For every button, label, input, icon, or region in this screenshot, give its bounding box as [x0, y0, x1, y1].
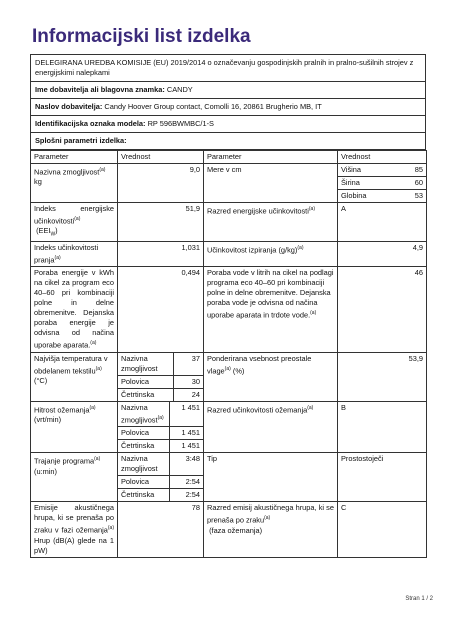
table-row [31, 352, 427, 401]
table-row [31, 453, 427, 502]
type-value: Prostostoječi [338, 453, 427, 502]
noise-label: Emisije akustičnega hrupa, ki se prenaša po zraku v fazi ožemanja$^{(a)}$ Hrup (dB(A) glede na 1 pW) [31, 502, 118, 557]
table-row [31, 502, 427, 557]
table-row [31, 267, 427, 352]
table-row [31, 203, 427, 242]
supplier-row [31, 82, 425, 99]
spin-label: Hitrost ožemanja$^{(a)}$ (vrt/min) [31, 401, 118, 452]
general-label: Splošni parametri izdelka: [35, 136, 127, 145]
energy-label: Poraba energije v kWh na cikel za program eco 40–60 pri kombinaciji polne in delne obremenitve. Dejanska poraba energije je odvisna od načina uporabe aparata.$^{(a)}$ [31, 267, 118, 352]
water-label: Poraba vode v litrih na cikel na podlagi programa eco 40–60 pri kombinaciji polne in delne obremenitve. Dejanska poraba vode je odvisna od načina uporabe aparata in trdote vode.$^{(a)}$ [204, 267, 338, 352]
eclass-label: Razred energijske učinkovitosti$^{(a)}$ [204, 203, 338, 242]
spin-values: Nazivna zmogljivost$^{(a)}$ 1 451 Polovica 1 451 Četrtinska 1 451 [118, 401, 204, 452]
capacity-label: Nazivna zmogljivost$^{(a)}$ kg [31, 164, 118, 203]
header-value-2: Vrednost [338, 151, 427, 164]
address-label: Naslov dobavitelja: [35, 102, 103, 111]
spinclass-value: B [338, 401, 427, 452]
energy-value: 0,494 [118, 267, 204, 352]
table-row [31, 401, 427, 452]
moisture-label: Ponderirana vsebnost preostale vlage$^{(a)}$ (%) [204, 352, 338, 401]
dims-label: Mere v cm [204, 164, 338, 203]
spinclass-label: Razred učinkovitosti ožemanja$^{(a)}$ [204, 401, 338, 452]
parameters-table [30, 150, 427, 558]
noiseclass-label: Razred emisij akustičnega hrupa, ki se prenaša po zraku$^{(a)}$ (faza ožemanja) [204, 502, 338, 557]
model-label: Identifikacijska oznaka modela: [35, 119, 146, 128]
capacity-value: 9,0 [118, 164, 204, 203]
product-sheet [30, 26, 426, 558]
moisture-value: 53,9 [338, 352, 427, 401]
page-title: Informacijski list izdelka [32, 26, 251, 47]
noiseclass-value: C [338, 502, 427, 557]
duration-values: Nazivna zmogljivost 3:48 Polovica 2:54 Četrtinska 2:54 [118, 453, 204, 502]
wash-label: Indeks učinkovitosti pranja$^{(a)}$ [31, 241, 118, 266]
address-row [31, 99, 425, 116]
model-row [31, 116, 425, 133]
water-value: 46 [338, 267, 427, 352]
noise-value: 78 [118, 502, 204, 557]
header-value: Vrednost [118, 151, 204, 164]
wash-value: 1,031 [118, 241, 204, 266]
model-value: RP 596BWMBC/1-S [147, 119, 214, 128]
rinse-label: Učinkovitost izpiranja $(g/kg)^{(a)}$ [204, 241, 338, 266]
eei-value: 51,9 [118, 203, 204, 242]
header-param-2: Parameter [204, 151, 338, 164]
type-label: Tip [204, 453, 338, 502]
eclass-value: A [338, 203, 427, 242]
header-param: Parameter [31, 151, 118, 164]
temp-label: Najvišja temperatura v obdelanem tekstilu$^{(a)}$ (°C) [31, 352, 118, 401]
table-header-row [31, 151, 427, 164]
rinse-value: 4,9 [338, 241, 427, 266]
general-row [31, 133, 425, 150]
temp-values: Nazivna zmogljivost 37 Polovica 30 Četrtinska 24 [118, 352, 204, 401]
page-number: Stran 1 / 2 [405, 596, 433, 602]
table-row [31, 241, 427, 266]
supplier-label: Ime dobavitelja ali blagovna znamka: [35, 85, 165, 94]
eei-label: Indeks energijske učinkovitosti$^{(a)}$ $(EEI_W)$ [31, 203, 118, 242]
duration-label: Trajanje programa$^{(a)}$ (u:min) [31, 453, 118, 502]
header-box [30, 54, 426, 150]
table-row [31, 164, 427, 203]
dims-values: Višina 85 Širina 60 Globina 53 [338, 164, 427, 203]
regulation-text: DELEGIRANA UREDBA KOMISIJE (EU) 2019/2014 o označevanju gospodinjskih pralnih in pralno-sušilnih strojev z energijskimi nalepkami [31, 55, 425, 82]
address-value: Candy Hoover Group contact, Comolli 16, 20861 Brugherio MB, IT [104, 102, 322, 111]
supplier-value: CANDY [166, 85, 193, 94]
